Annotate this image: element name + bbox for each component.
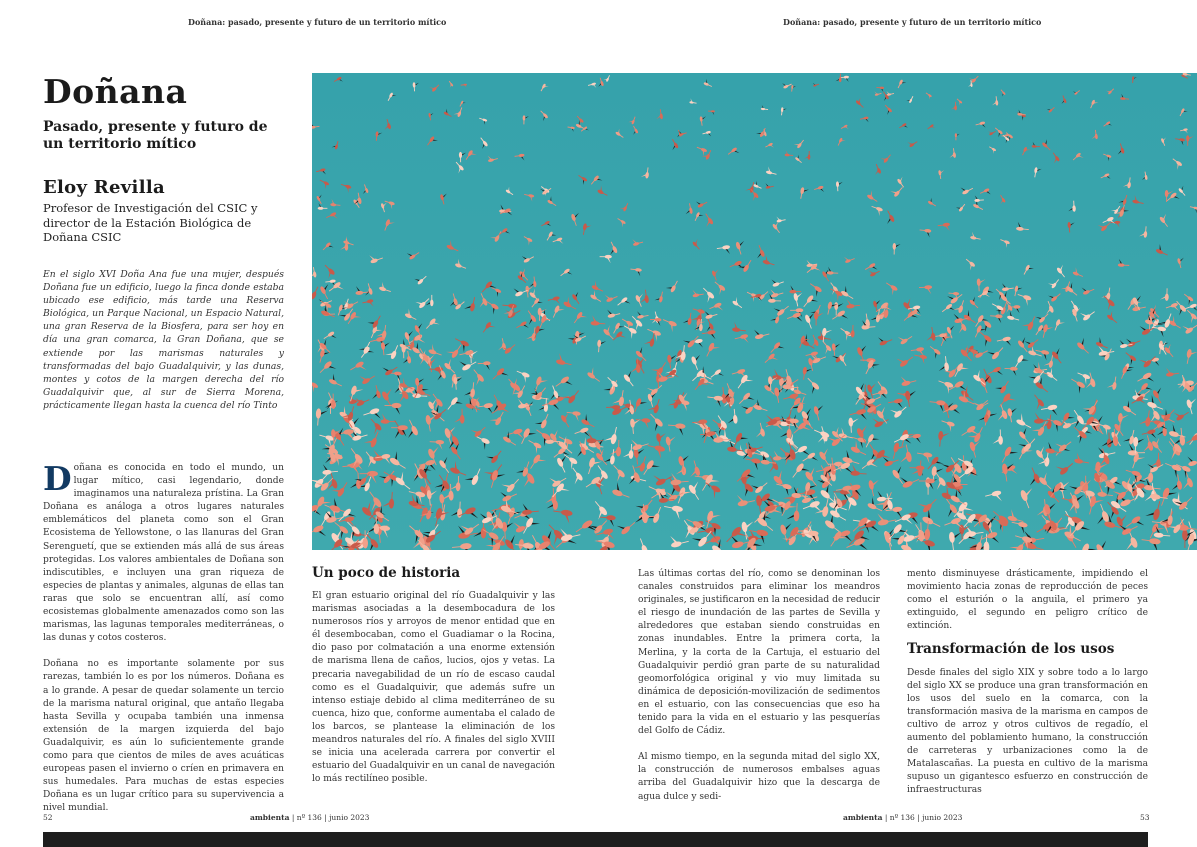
- paragraph: Al mismo tiempo, en la segunda mitad del siglo XX, la construcción de numerosos embalses aguas arriba del Guadalquivir hizo que la descarga de agua dulce y sedi-: [638, 752, 880, 802]
- paragraph: Desde finales del siglo XIX y sobre todo a lo largo del siglo XX se produce una gran transformación en los usos del suelo en la comarca, con la transformación masiva de la marisma en campos de cultivo de arroz y otros cultivos de regadío, el aumento del poblamiento humano, la construcción de carreteras y urbanizaciones como la de Matalascañas. La puesta en cultivo de la marisma supuso un gigantesco esfuerzo en construcción de infraestructuras: [907, 667, 1148, 796]
- bottom-bar: [43, 832, 1148, 847]
- column-4: [907, 568, 1148, 811]
- column-1: [43, 459, 284, 828]
- issue-info: | nº 136 | junio 2023: [882, 813, 963, 822]
- running-header-right: Doñana: pasado, presente y futuro de un territorio mítico: [783, 17, 1042, 27]
- flamingo-flock-photo: [312, 73, 1197, 550]
- flamingo-flock-icon: [312, 73, 1197, 550]
- drop-cap: D: [43, 459, 72, 498]
- paragraph: Las últimas cortas del río, como se denominan los canales construidos para eliminar los meandros originales, se justificaron en la necesidad de reducir el riesgo de inundación de las partes de Sevilla y alrededores que estaban siendo construidas en zonas inundables. Entre la primera corta, la Merlina, y la corta de la Cartuja, el estuario del Guadalquivir perdió gran parte de su naturalidad geomorfológica original y vio muy limitada su dinámica de deposición-movilización de sedimentos en el estuario, con las consecuencias que eso ha tenido para la vida en el estuario y las pesquerías del Golfo de Cádiz.: [638, 569, 880, 737]
- page-number-right: 53: [1140, 813, 1150, 822]
- paragraph: oñana es conocida en todo el mundo, un lugar mítico, casi legendario, donde imaginamos una naturaleza prístina. La Gran Doñana es análoga a otros lugares naturales emblemáticos del planeta como son el Gran Ecosistema de Yellowstone, o las llanuras del Gran Serenguetí, que se extienden más allá de sus áreas protegidas. Los valores ambientales de Doñana son indiscutibles, e incluyen una gran riqueza de especies de plantas y animales, algunas de ellas tan raras que solo se encuentran allí, así como ecosistemas globalmente amenazados como son las marismas, las lagunas temporales mediterráneas, o las dunas y cotos costeros.: [43, 463, 284, 644]
- author-affiliation: Profesor de Investigación del CSIC y director de la Estación Biológica de Doñana CSIC: [43, 201, 258, 244]
- footer-issue-left: [250, 813, 369, 822]
- paragraph: mento disminuyese drásticamente, impidiendo el movimiento hacia zonas de reproducción de peces como el esturión o la anguila, el primero ya extinguido, el segundo en peligro crítico de extinción.: [907, 569, 1148, 632]
- magazine-name: ambienta: [250, 813, 290, 822]
- footer-issue-right: [843, 813, 962, 822]
- article-intro: En el siglo XVI Doña Ana fue una mujer, después Doñana fue un edificio, luego la finca donde estaba ubicado ese edificio, más tarde una Reserva Biológica, un Parque Nacional, un Espacio Natural, una gran Reserva de la Biosfera, para ser hoy en día una gran comarca, la Gran Doñana, que se extiende por las marismas naturales y transformadas del bajo Guadalquivir, y las dunas, montes y cotos de la margen derecha del río Guadalquivir que, al sur de Sierra Morena, prácticamente llegan hasta la cuenca del río Tinto: [43, 269, 284, 411]
- issue-info: | nº 136 | junio 2023: [289, 813, 370, 822]
- page-number-left: 52: [43, 813, 53, 822]
- section-heading-transformacion: Transformación de los usos: [907, 641, 1115, 658]
- column-3: [638, 568, 880, 817]
- article-subtitle: Pasado, presente y futuro de un territorio mítico: [43, 119, 268, 152]
- magazine-name: ambienta: [843, 813, 883, 822]
- running-header-left: Doñana: pasado, presente y futuro de un territorio mítico: [188, 17, 447, 27]
- paragraph: Doñana no es importante solamente por sus rarezas, también lo es por los números. Doñana es a lo grande. A pesar de quedar solamente un tercio de la marisma natural original, que antaño llegaba hasta Sevilla y ocupaba también una inmensa extensión de la margen izquierda del bajo Guadalquivir, es aún lo suficientemente grande como para que cientos de miles de aves acuáticas europeas pasen el invierno o críen en primavera en sus humedales. Para muchas de estas especies Doñana es un lugar crítico para su supervivencia a nivel mundial.: [43, 659, 284, 814]
- sky-background: [312, 73, 1197, 550]
- paragraph: El gran estuario original del río Guadalquivir y las marismas asociadas a la desembocadura de los numerosos ríos y arroyos de menor entidad que en él desembocaban, como el Guadiamar o la Rocina, dio paso por colmatación a una enorme extensión de marisma llena de caños, lucios, ojos y vetas. La precaria navegabilidad de un río de escaso caudal como es el Guadalquivir, que además sufre un intenso estiaje debido al clima mediterráneo de su cuenca, hizo que, conforme aumentaba el calado de los barcos, se plantease la eliminación de los meandros naturales del río. A finales del siglo XVIII se inicia una acelerada carrera por convertir el estuario del Guadalquivir en un canal de navegación lo más rectilíneo posible.: [312, 591, 555, 785]
- section-heading-historia: Un poco de historia: [312, 565, 461, 581]
- column-2: [312, 590, 555, 799]
- article-title: Doñana: [43, 72, 188, 111]
- author-name: Eloy Revilla: [43, 177, 165, 198]
